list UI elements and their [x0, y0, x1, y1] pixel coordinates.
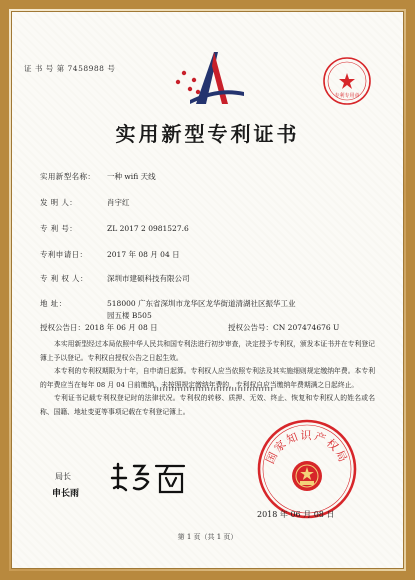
signature-title: 局长: [55, 472, 71, 481]
field-label: 专 利 权 人：: [40, 274, 88, 283]
certificate-title: 实用新型专利证书: [115, 122, 300, 146]
page-footer: 第 1 页（共 1 页）: [177, 533, 238, 541]
patent-stamp-seal: [322, 56, 372, 106]
official-seal: [256, 418, 358, 520]
address-line-2: 园五楼 B505: [107, 311, 152, 320]
field-application-date: [40, 249, 180, 260]
field-patentee: [40, 273, 190, 284]
field-patent-number: [40, 223, 189, 234]
cnipa-logo-icon: [168, 42, 248, 112]
field-inventor: [40, 197, 130, 208]
body-paragraph: 本实用新型经过本局依照中华人民共和国专利法进行初步审查，决定授予专利权，颁发本证书并在专利登记簿上予以登记。专利权自授权公告之日起生效。: [40, 340, 375, 362]
signature-name: 申长雨: [52, 489, 80, 499]
handwritten-signature: [108, 458, 188, 498]
field-label: 地 址：: [40, 299, 67, 308]
field-address: [40, 298, 296, 309]
field-value: 深圳市建硕科技有限公司: [107, 274, 190, 283]
field-label: 授权公告号：: [228, 323, 273, 332]
certificate-number: 证 书 号 第 7458988 号: [24, 64, 116, 73]
field-label: 实用新型名称：: [40, 172, 96, 181]
field-utility-model-name: [40, 171, 156, 182]
certificate-body: [40, 338, 375, 420]
seal-text: 国家知识产权局: [263, 429, 351, 466]
field-grant-number: [228, 322, 339, 333]
field-value: 518000 广东省深圳市龙华区龙华街道清湖社区振华工业: [107, 299, 296, 308]
small-seal-text: 专利专用章: [334, 93, 360, 99]
field-label: 专利申请日：: [40, 250, 88, 259]
field-value: CN 207474676 U: [273, 323, 340, 332]
field-value: ZL 2017 2 0981527.6: [107, 224, 189, 233]
field-value: 2018 年 06 月 08 日: [85, 323, 158, 332]
field-grant-date: [40, 322, 158, 333]
seal-date: 2018 年 06 月 08 日: [257, 510, 335, 519]
national-emblem-icon: [292, 461, 322, 491]
body-paragraph: 本专利的专利权期限为十年，自申请日起算。专利权人应当依照专利法及其实施细则规定缴纳年费。本专利的年费应当在每年 08 月 04 日前缴纳。未按照规定缴纳年费的，专利权自应当缴纳年费期满之日起终止。: [40, 367, 375, 389]
field-label: 授权公告日：: [40, 323, 85, 332]
field-label: 专 利 号：: [40, 224, 78, 233]
field-value: 一种 wifi 天线: [107, 172, 156, 181]
field-value: 肖宇红: [107, 198, 130, 207]
body-paragraph: 专利证书记载专利权登记时的法律状况。专利权的转移、质押、无效、终止、恢复和专利权人的姓名或名称、国籍、地址变更等事项记载在专利登记簿上。: [40, 394, 375, 416]
field-value: 2017 年 08 月 04 日: [107, 250, 180, 259]
field-label: 发 明 人：: [40, 198, 78, 207]
